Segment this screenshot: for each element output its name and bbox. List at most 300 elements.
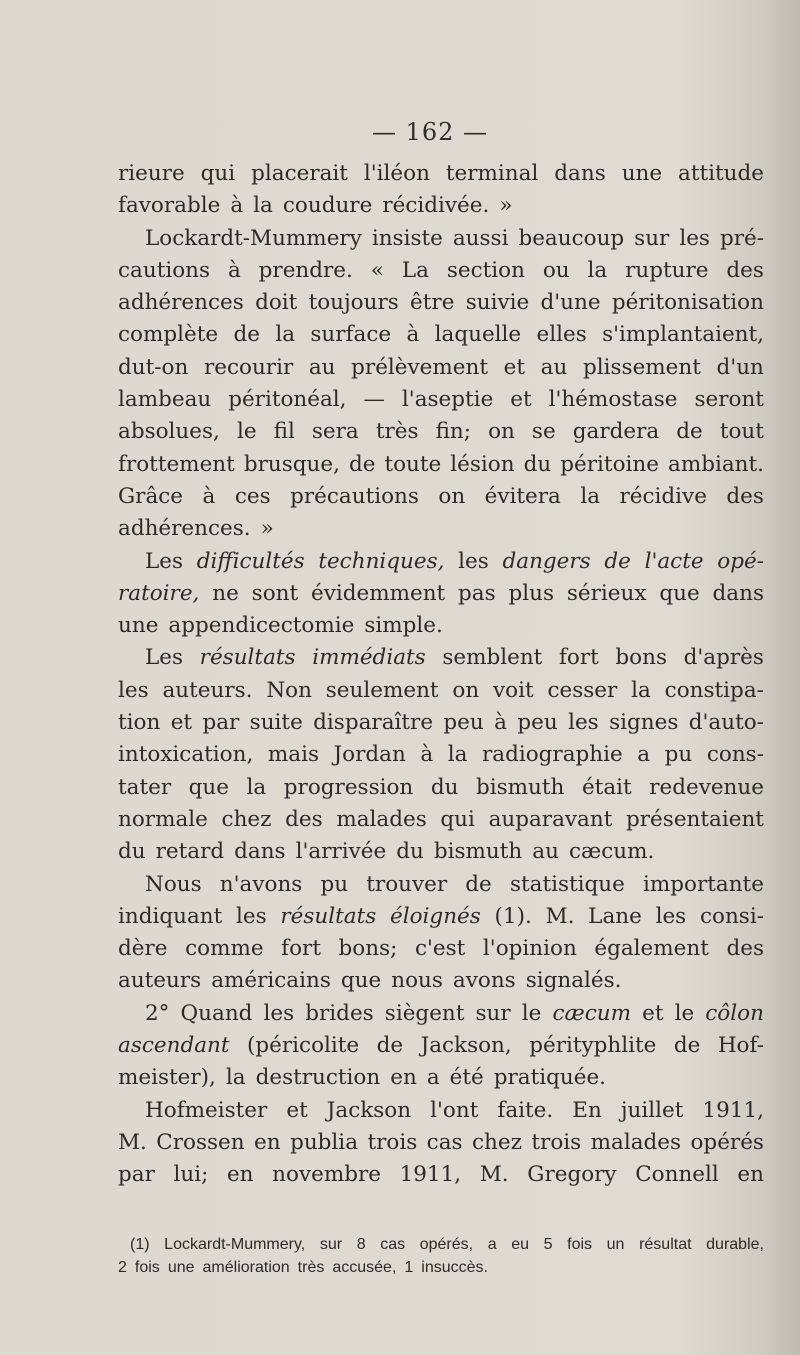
text-line: [118, 352, 764, 384]
word: Jackson: [326, 1097, 412, 1123]
word: qui: [440, 806, 475, 832]
text-line: [118, 158, 764, 190]
text-line: [118, 1159, 764, 1191]
word: coudure: [282, 193, 373, 219]
word: ces: [234, 483, 271, 509]
word: les: [263, 1000, 295, 1026]
word: trois: [367, 1129, 418, 1155]
word: en: [254, 1129, 281, 1155]
word: dère: [118, 936, 168, 962]
text-line: [118, 836, 764, 868]
text-line: [118, 223, 764, 255]
word: ne: [212, 580, 239, 606]
word: 2°: [145, 1000, 170, 1026]
text-line: [118, 901, 764, 933]
word: à: [494, 710, 507, 736]
word: cæcum.: [568, 839, 655, 865]
footnote-word: 1: [404, 1259, 414, 1276]
word: au: [540, 354, 568, 380]
word: l'acte: [644, 548, 704, 574]
text-line: [118, 578, 764, 610]
word: Jackson,: [420, 1033, 512, 1059]
word: En: [572, 1097, 602, 1123]
word: recourir: [203, 354, 294, 380]
word: évitera: [484, 483, 561, 509]
word: la: [246, 774, 267, 800]
word: du: [430, 774, 459, 800]
word: Quand: [180, 1000, 253, 1026]
text-line: [118, 384, 764, 416]
word: (péricolite: [247, 1033, 360, 1059]
word: les: [118, 677, 149, 703]
word: prendre.: [258, 257, 353, 283]
word: de: [676, 419, 703, 445]
word: Lockardt-Mummery: [145, 225, 362, 251]
word: laquelle: [434, 322, 522, 348]
word: toute: [384, 451, 442, 477]
word: importante: [643, 871, 764, 897]
text-line: [118, 965, 764, 997]
word: —: [363, 387, 385, 413]
text-line: [118, 772, 764, 804]
word: techniques,: [318, 548, 445, 574]
word: voit: [493, 677, 534, 703]
word: on: [488, 419, 515, 445]
word: les: [655, 903, 687, 929]
footnote-word: eu: [511, 1236, 530, 1253]
word: Les: [145, 645, 184, 671]
word: la: [253, 193, 273, 219]
footnote-word: Lockardt-Mummery,: [164, 1236, 306, 1253]
word: rupture: [625, 257, 709, 283]
text-line: [118, 546, 764, 578]
footnote-word: insuccès.: [421, 1259, 488, 1276]
word: insiste: [371, 225, 443, 251]
word: auteurs: [118, 968, 202, 994]
word: du: [118, 839, 146, 865]
word: malades: [336, 806, 427, 832]
word: constipa-: [664, 677, 764, 703]
text-line: [118, 675, 764, 707]
word: chez: [472, 1129, 522, 1155]
word: récidive: [619, 483, 707, 509]
word: bismuth: [433, 839, 523, 865]
word: M.: [118, 1129, 147, 1155]
word: 1911,: [702, 1097, 764, 1123]
word: bons: [615, 645, 667, 671]
word: consi-: [699, 903, 764, 929]
word: placerait: [251, 161, 348, 186]
word: suivie: [465, 290, 530, 316]
text-line: [118, 804, 764, 836]
word: malades: [590, 1129, 682, 1155]
footnote-word: fois: [134, 1259, 160, 1276]
word: gardera: [572, 419, 660, 445]
word: d'après: [683, 645, 764, 671]
word: en: [390, 1065, 417, 1091]
word: Lane: [588, 903, 642, 929]
word: terminal: [445, 161, 539, 186]
word: Connell: [635, 1162, 719, 1188]
word: la: [587, 257, 608, 283]
word: Les: [145, 548, 184, 574]
word: tater: [118, 774, 172, 800]
word: ambiant.: [668, 451, 764, 477]
word: à: [202, 483, 216, 509]
word: adhérences: [118, 290, 244, 316]
word: peu: [443, 710, 484, 736]
word: l'arrivée: [295, 839, 387, 865]
word: destruction: [255, 1065, 381, 1091]
word: radiographie: [481, 742, 623, 768]
footnote-word: 8: [356, 1236, 366, 1253]
word: cautions: [118, 257, 211, 283]
word: immédiats: [312, 645, 426, 671]
word: résultats: [199, 645, 296, 671]
word: dans: [234, 839, 286, 865]
word: brusque,: [243, 451, 340, 477]
word: pérityphlite: [529, 1033, 657, 1059]
word: l'aseptie: [401, 387, 494, 413]
word: les: [458, 548, 489, 574]
word: la: [580, 483, 601, 509]
word: d'une: [540, 290, 601, 316]
text-line: [118, 481, 764, 513]
word: évidemment: [310, 580, 446, 606]
word: pratiquée.: [493, 1065, 607, 1091]
word: complète: [118, 322, 219, 348]
word: doit: [255, 290, 298, 316]
word: meister),: [118, 1065, 216, 1091]
word: de: [348, 451, 376, 477]
word: beaucoup: [518, 225, 625, 251]
word: pas: [458, 580, 496, 606]
word: du: [523, 451, 552, 477]
word: et: [170, 710, 193, 736]
word: cesser: [547, 677, 618, 703]
footnote-word: a: [487, 1236, 497, 1253]
footnote-word: opérés,: [419, 1236, 474, 1253]
text-line: [118, 933, 764, 965]
word: que: [659, 580, 700, 606]
word: péritonéal,: [228, 387, 347, 413]
word: se: [531, 419, 556, 445]
text-line: [118, 1030, 764, 1062]
word: lambeau: [118, 387, 212, 413]
word: indiquant: [118, 903, 223, 929]
footnote: [118, 1233, 764, 1279]
text-line: [118, 707, 764, 739]
word: en: [226, 1162, 254, 1188]
word: progression: [283, 774, 414, 800]
word: seront: [694, 387, 764, 413]
text-line: [118, 1127, 764, 1159]
footnote-line: [118, 1256, 764, 1279]
word: fin;: [435, 419, 471, 445]
word: à: [420, 742, 434, 768]
word: de: [604, 548, 631, 574]
word: attitude: [678, 161, 764, 186]
word: que: [188, 774, 229, 800]
word: cons-: [706, 742, 764, 768]
word: s'implantaient,: [602, 322, 764, 348]
word: de: [233, 322, 260, 348]
word: qui: [200, 161, 236, 186]
word: de: [376, 1033, 404, 1059]
word: sur: [634, 225, 670, 251]
word: «: [370, 257, 384, 283]
word: tion: [118, 710, 161, 736]
text-line: [118, 1095, 764, 1127]
footnote-word: durable,: [706, 1236, 764, 1253]
text-line: [118, 319, 764, 351]
text-line: [118, 739, 764, 771]
word: M.: [545, 903, 575, 929]
word: le: [236, 419, 257, 445]
word: on: [452, 677, 480, 703]
word: une: [621, 161, 663, 186]
word: être: [410, 290, 455, 316]
word: de: [673, 1033, 701, 1059]
word: sur: [475, 1000, 511, 1026]
word: précautions: [290, 483, 419, 509]
word: bismuth: [476, 774, 565, 800]
word: été: [449, 1065, 484, 1091]
word: de: [465, 871, 492, 897]
word: dut-on: [118, 354, 189, 380]
word: intoxication,: [118, 742, 254, 768]
word: était: [581, 774, 632, 800]
word: on: [438, 483, 466, 509]
word: l'iléon: [363, 161, 430, 186]
body-text: [118, 158, 764, 1192]
word: par: [118, 1162, 155, 1188]
text-line: [118, 610, 764, 642]
word: Grâce: [118, 483, 184, 509]
footnote-line: [118, 1233, 764, 1256]
word: à: [406, 322, 420, 348]
word: 1911,: [399, 1162, 462, 1188]
word: trouver: [366, 871, 448, 897]
word: récidivée.: [382, 193, 490, 219]
text-line: [118, 1062, 764, 1094]
word: l'hémostase: [548, 387, 678, 413]
word: ou: [542, 257, 570, 283]
word: section: [446, 257, 525, 283]
footnote-word: (1): [130, 1236, 150, 1253]
word: des: [726, 483, 764, 509]
word: des: [285, 806, 323, 832]
footnote-word: très: [297, 1259, 325, 1276]
word: juillet: [620, 1097, 684, 1123]
word: mais: [267, 742, 319, 768]
word: aussi: [452, 225, 509, 251]
word: toujours: [308, 290, 399, 316]
text-line: [118, 869, 764, 901]
word: des: [726, 257, 764, 283]
footnote-word: résultat: [639, 1236, 692, 1253]
word: absolues,: [118, 419, 220, 445]
word: disparaître: [313, 710, 434, 736]
word: Jordan: [333, 742, 406, 768]
word: des: [726, 936, 764, 962]
word: et: [642, 1000, 664, 1026]
word: américains: [211, 968, 331, 994]
footnote-word: amélioration: [202, 1259, 290, 1276]
word: et: [510, 387, 532, 413]
word: ratoire,: [118, 580, 200, 606]
word: sera: [311, 419, 359, 445]
word: l'opinion: [482, 936, 577, 962]
word: redevenue: [649, 774, 764, 800]
word: seulement: [325, 677, 439, 703]
word: prélèvement: [351, 354, 489, 380]
word: favorable: [118, 193, 221, 219]
word: également: [594, 936, 709, 962]
footnote-word: fois: [567, 1236, 593, 1253]
word: La: [401, 257, 429, 283]
footnote-word: une: [167, 1259, 195, 1276]
word: pu: [664, 742, 693, 768]
word: M.: [479, 1162, 509, 1188]
word: à: [230, 193, 244, 219]
word: ascendant: [118, 1033, 230, 1059]
word: elles: [536, 322, 587, 348]
word: »: [260, 516, 274, 542]
text-line: [118, 416, 764, 448]
text-line: [118, 190, 764, 222]
footnote-word: accusée,: [332, 1259, 397, 1276]
word: signes: [609, 710, 679, 736]
word: (1).: [494, 903, 532, 929]
word: les: [679, 225, 710, 251]
word: avons: [452, 968, 516, 994]
word: »: [499, 193, 513, 219]
word: la: [275, 322, 296, 348]
word: au: [308, 354, 336, 380]
page-number: — 162 —: [371, 118, 489, 146]
word: adhérences.: [118, 516, 251, 542]
footnote-word: 5: [543, 1236, 553, 1253]
word: opé-: [717, 548, 764, 574]
word: le: [674, 1000, 695, 1026]
word: appendicectomie: [168, 613, 355, 639]
word: retard: [155, 839, 225, 865]
word: la: [225, 1065, 246, 1091]
word: auteurs.: [162, 677, 253, 703]
word: signalés.: [525, 968, 622, 994]
word: et: [286, 1097, 308, 1123]
word: lésion: [450, 451, 515, 477]
word: pré-: [719, 225, 764, 251]
word: Hofmeister: [145, 1097, 268, 1123]
word: d'auto-: [688, 710, 764, 736]
word: n'avons: [219, 871, 303, 897]
word: novembre: [272, 1162, 381, 1188]
text-line: [118, 642, 764, 674]
word: nous: [391, 968, 443, 994]
word: normale: [118, 806, 208, 832]
word: sérieux: [566, 580, 647, 606]
word: fort: [558, 645, 599, 671]
footnote-word: un: [606, 1236, 625, 1253]
word: du: [396, 839, 424, 865]
word: surface: [310, 322, 392, 348]
word: bons;: [338, 936, 398, 962]
word: dangers: [502, 548, 591, 574]
word: frottement: [118, 451, 235, 477]
word: chez: [221, 806, 272, 832]
word: Gregory: [527, 1162, 617, 1188]
word: éloignés: [390, 903, 481, 929]
word: en: [737, 1162, 764, 1188]
word: c'est: [414, 936, 466, 962]
word: Crossen: [156, 1129, 245, 1155]
text-line: [118, 513, 764, 545]
word: par: [202, 710, 240, 736]
word: Non: [266, 677, 312, 703]
word: publia: [290, 1129, 359, 1155]
word: les: [236, 903, 267, 929]
word: à: [227, 257, 241, 283]
word: semblent: [442, 645, 543, 671]
text-line: [118, 449, 764, 481]
word: siègent: [384, 1000, 465, 1026]
word: au: [532, 839, 559, 865]
word: rieure: [118, 161, 185, 186]
word: lui;: [173, 1162, 209, 1188]
word: résultats: [280, 903, 377, 929]
word: a: [637, 742, 651, 768]
word: peu: [517, 710, 558, 736]
word: plissement: [582, 354, 701, 380]
word: dans: [712, 580, 764, 606]
word: une: [118, 613, 159, 639]
text-line: [118, 287, 764, 319]
word: statistique: [509, 871, 625, 897]
word: brides: [305, 1000, 374, 1026]
word: dans: [554, 161, 606, 186]
word: et: [503, 354, 526, 380]
word: tout: [719, 419, 764, 445]
word: cæcum: [552, 1000, 631, 1026]
word: péritoine: [560, 451, 659, 477]
word: suite: [249, 710, 303, 736]
word: que: [340, 968, 382, 994]
word: péritonisation: [611, 290, 764, 316]
word: trois: [531, 1129, 582, 1155]
word: la: [631, 677, 651, 703]
word: cas: [426, 1129, 463, 1155]
word: fil: [273, 419, 295, 445]
footnote-word: 2: [118, 1259, 127, 1276]
word: Hof-: [717, 1033, 764, 1059]
text-line: [118, 255, 764, 287]
word: comme: [185, 936, 264, 962]
word: plus: [508, 580, 555, 606]
word: difficultés: [196, 548, 305, 574]
word: fort: [281, 936, 321, 962]
word: a: [426, 1065, 440, 1091]
word: présentaient: [626, 806, 764, 832]
word: simple.: [364, 613, 443, 639]
word: opérés: [690, 1129, 764, 1155]
word: les: [568, 710, 599, 736]
word: le: [521, 1000, 542, 1026]
footnote-word: sur: [319, 1236, 343, 1253]
word: l'ont: [430, 1097, 479, 1123]
word: très: [375, 419, 419, 445]
